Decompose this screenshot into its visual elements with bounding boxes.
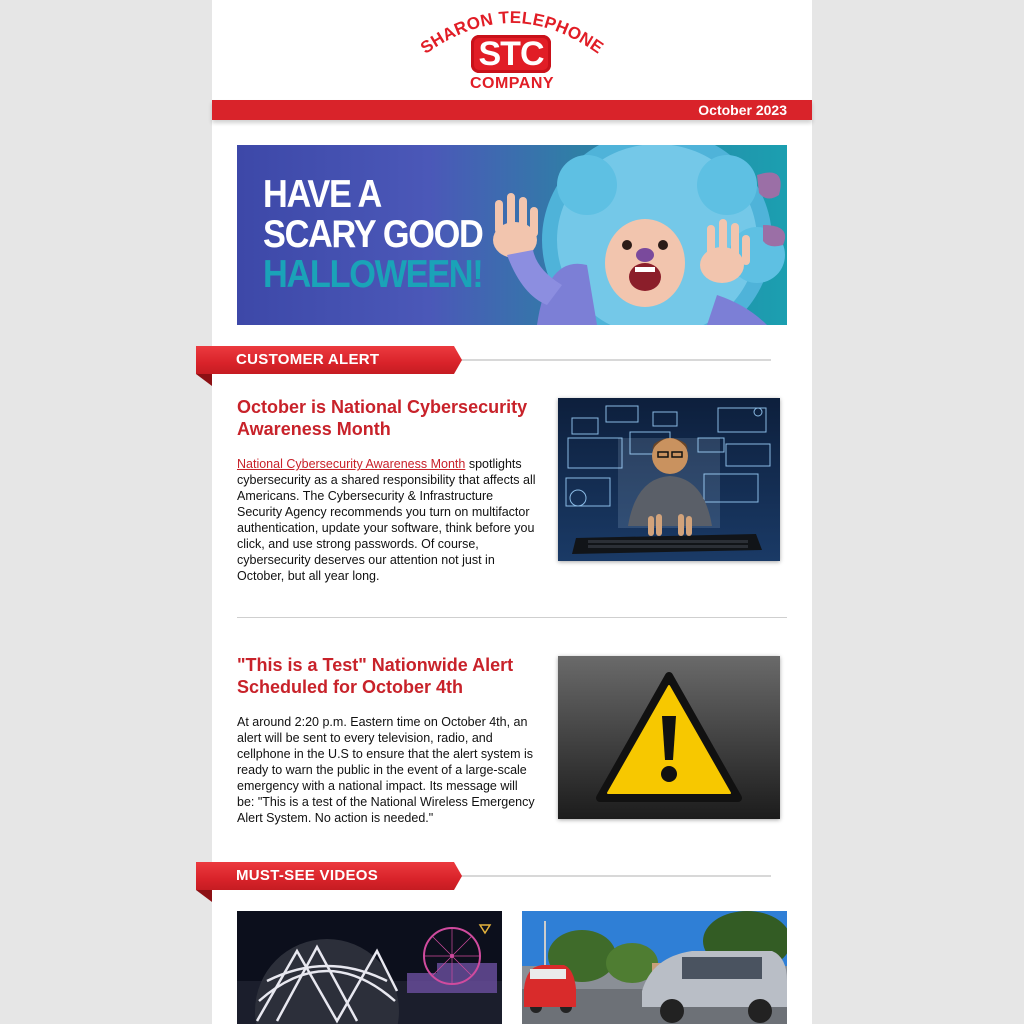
ribbon-rule [458,359,771,361]
article-title: "This is a Test" Nationwide Alert Scheduled for October 4th [237,655,514,697]
monster-costume-child-image [467,145,787,325]
ribbon-rule [458,875,771,877]
warning-sign-image[interactable] [558,656,780,819]
halloween-hero-banner[interactable] [237,145,787,325]
hero-line-1: HAVE A [263,173,381,216]
hacker-illustration [558,398,780,561]
video-thumbnail-street[interactable] [522,911,787,1024]
section-ribbon-customer-alert [196,346,812,390]
hero-line-2: SCARY GOOD [263,213,483,256]
section-title: MUST-SEE VIDEOS [236,867,379,884]
cybersecurity-month-link[interactable]: National Cybersecurity Awareness Month [237,457,466,471]
hero-line-3: HALLOWEEN! [263,253,483,296]
article-body-text: At around 2:20 p.m. Eastern time on October 4th, an alert will be sent to every television, radio, and cellphone in the U.S to ensure that the alert system is ready to warn the public in the event of a large-scale emergency with a national impact. Its message will be: "This is a test of the National Wireless Emergency Alert System. No action is needed." [237,715,535,825]
logo-company-text: COMPANY [469,75,555,92]
article-body [237,714,537,826]
article-body [237,456,537,584]
stc-logo[interactable] [412,0,612,100]
ribbon-fold [196,374,212,386]
article-title: October is National Cybersecurity Awareness Month [237,397,528,439]
issue-date: October 2023 [698,102,787,118]
street-traffic-image [522,911,787,1024]
article-body-text: spotlights cybersecurity as a shared responsibility that affects all Americans. The Cybersecurity & Infrastructure Security Agency recommends you turn on multifactor authentication, update your software, think before you click, and use strong passwords. Of course, cybersecurity deserves our attention not just in October, but all year long. [237,457,536,583]
video-thumbnail-sphere[interactable] [237,911,502,1024]
red-car-icon [524,965,576,1013]
logo-mark: STC [471,35,551,73]
ribbon-fold [196,890,212,902]
vegas-sphere-image [237,911,502,1024]
newsletter-page [212,0,812,1024]
section-ribbon-must-see-videos [196,862,812,906]
warning-triangle-icon [558,656,780,819]
section-title: CUSTOMER ALERT [236,351,380,368]
date-bar [212,100,812,120]
hacker-keyboard-image[interactable] [558,398,780,561]
section-divider [237,617,787,618]
hero-headline [263,175,482,295]
svg-text:SHARON TELEPHONE: SHARON TELEPHONE [417,7,607,58]
